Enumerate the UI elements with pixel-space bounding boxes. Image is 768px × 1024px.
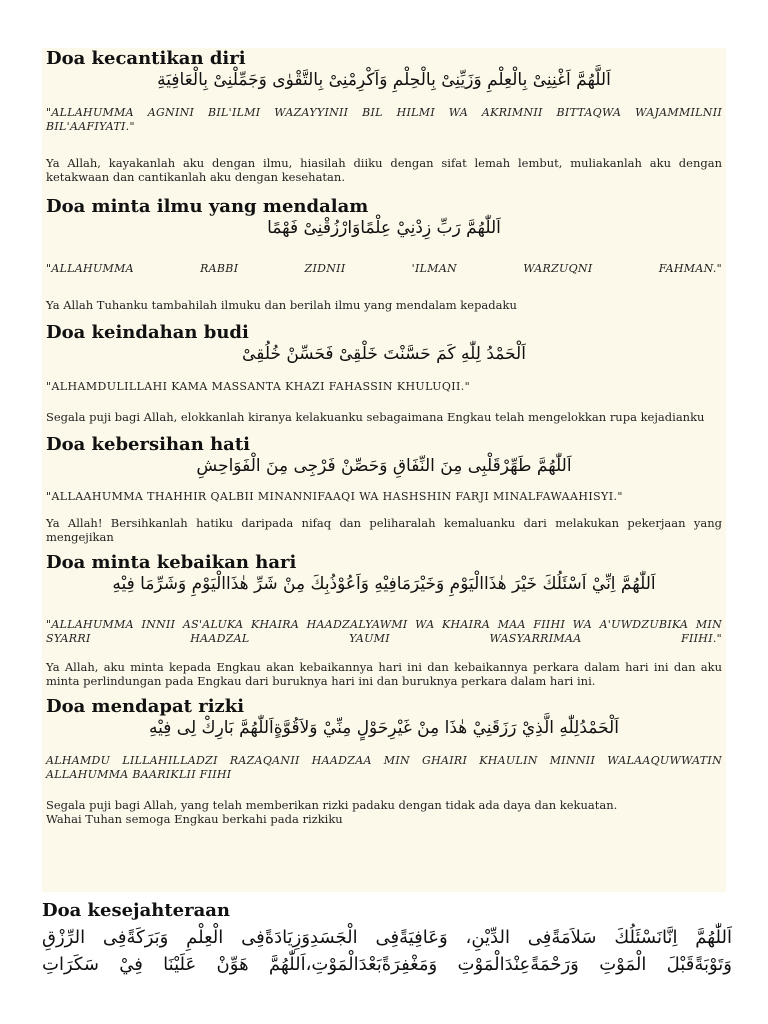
section-kesejahteraan <box>42 900 732 978</box>
translation-text: Ya Allah, kayakanlah aku dengan ilmu, hiasilah diiku dengan sifat lemah lembut, muliakanlah aku dengan ketakwaan dan cantikanlah aku dengan kesehatan. <box>46 156 722 184</box>
arabic-text: اَللّٰهُمَّ اِنِّيْ اَسْئَلُكَ خَيْرَ هٰذَاالْيَوْمِ وَخَيْرَمَافِيْهِ وَاَعُوْذُبِكَ مِنْ شَرِّ هٰذَاالْيَوْمِ وَشَرِّمَا فِيْهِ <box>112 574 656 594</box>
document-page <box>42 48 726 892</box>
translation-text: Segala puji bagi Allah, elokkanlah kiranya kelakuanku sebagaimana Engkau telah mengelokkan rupa kejadianku <box>46 410 705 424</box>
translation-text: Segala puji bagi Allah, yang telah memberikan rizki padaku dengan tidak ada daya dan kekuatan. <box>46 798 618 812</box>
latin-transliteration: ALHAMDU LILLAHILLADZI RAZAQANII HAADZAA MIN GHAIRI KHAULIN MINNII WALAAQUWWATIN ALLAHUMMA BAARIKLII FIIHI <box>46 754 722 781</box>
translation-text: Ya Allah! Bersihkanlah hatiku daripada nifaq dan peliharalah kemaluanku dari melakukan pekerjaan yang mengejikan <box>46 516 722 544</box>
arabic-text-line-1: اَللّٰهُمَّ اِنَّانَسْئَلُكَ سَلاَمَةًفِى الدِّيْنِ، وَعَافِيَةًفِى الْجَسَدِوَزِيَادَةًفِى الْعِلْمِ وَبَرَكَةًفِى الرِّزْقِ <box>42 927 732 948</box>
latin-transliteration: "ALLAAHUMMA THAHHIR QALBII MINANNIFAAQI WA HASHSHIN FARJI MINALFAWAAHISYI." <box>46 490 623 503</box>
translation-text-2: Wahai Tuhan semoga Engkau berkahi pada rizkiku <box>46 812 343 826</box>
section-ilmu-mendalam <box>46 196 722 312</box>
latin-transliteration: "ALLAHUMMA AGNINI BIL'ILMI WAZAYYINII BIL HILMI WA AKRIMNII BITTAQWA WAJAMMILNII BIL'AAFIYATI." <box>46 106 722 133</box>
latin-transliteration: "ALLAHUMMA INNII AS'ALUKA KHAIRA HAADZALYAWMI WA KHAIRA MAA FIIHI WA A'UWDZUBIKA MIN SYARRI HAADZAL YAUMI WASYARRIMAA FIIHI." <box>46 618 722 645</box>
arabic-text: اَلْحَمْدُلِلّٰهِ الَّذِيْ رَزَقَنِيْ هٰذَا مِنْ غَيْرِحَوْلٍ مِنِّيْ وَلاَقُوَّةٍاَللّٰهُمَّ بَارِكْ لِى فِيْهِ <box>149 718 619 738</box>
latin-transliteration: "ALHAMDULILLAHI KAMA MASSANTA KHAZI FAHASSIN KHULUQII." <box>46 380 471 393</box>
section-kebaikan-hari <box>46 552 722 688</box>
section-title: Doa minta kebaikan hari <box>46 552 297 573</box>
section-keindahan-budi <box>46 322 722 424</box>
translation-text: Ya Allah, aku minta kepada Engkau akan kebaikannya hari ini dan kebaikannya perkara dalam hari ini dan aku minta perlindungan pada Engkau dari buruknya hari ini dan buruknya perkara dalam hari ini. <box>46 660 722 688</box>
latin-transliteration: "ALLAHUMMA RABBI ZIDNII 'ILMAN WARZUQNI FAHMAN." <box>46 262 722 275</box>
section-title: Doa kecantikan diri <box>46 48 246 69</box>
arabic-text: اَلْحَمْدُ لِلّٰهِ كَمَ حَسَّنْتَ خَلْقِىْ فَحَسِّنْ خُلُقِىْ <box>242 344 526 364</box>
arabic-text: اَللّٰهُمَّ طَهِّرْقَلْبِى مِنَ النِّفَاقِ وَحَصِّنْ فَرْجِى مِنَ الْفَوَاحِشِ <box>196 456 572 476</box>
section-title: Doa keindahan budi <box>46 322 249 343</box>
section-kebersihan-hati <box>46 434 722 544</box>
section-title: Doa kesejahteraan <box>42 900 230 921</box>
section-mendapat-rizki <box>46 696 722 826</box>
arabic-text: اَللَّهُمَّ اَغْنِنِىْ بِالْعِلْمِ وَزَيِّنِىْ بِالْحِلْمِ وَاَكْرِمْنِىْ بِالتَّقْوٰى وَجَمِّلْنِىْ بِالْعَافِيَةِ <box>157 70 611 90</box>
section-title: Doa minta ilmu yang mendalam <box>46 196 369 217</box>
section-title: Doa kebersihan hati <box>46 434 250 455</box>
translation-text: Ya Allah Tuhanku tambahilah ilmuku dan berilah ilmu yang mendalam kepadaku <box>46 298 517 312</box>
arabic-text-line-2: وَتَوْبَةًقَبْلَ الْمَوْتِ وَرَحْمَةًعِنْدَالْمَوْتِ وَمَغْفِرَةًبَعْدَالْمَوْتِ،اَللّٰهُمَّ هَوِّنْ عَلَيْنَا فِيْ سَكَرَاتِ <box>42 954 732 975</box>
section-title: Doa mendapat rizki <box>46 696 245 717</box>
section-kecantikan-diri <box>46 48 722 184</box>
arabic-text: اَللّٰهُمَّ رَبِّ زِدْنِيْ عِلْمًاوَارْزُقْنِىْ فَهْمًا <box>267 218 501 238</box>
